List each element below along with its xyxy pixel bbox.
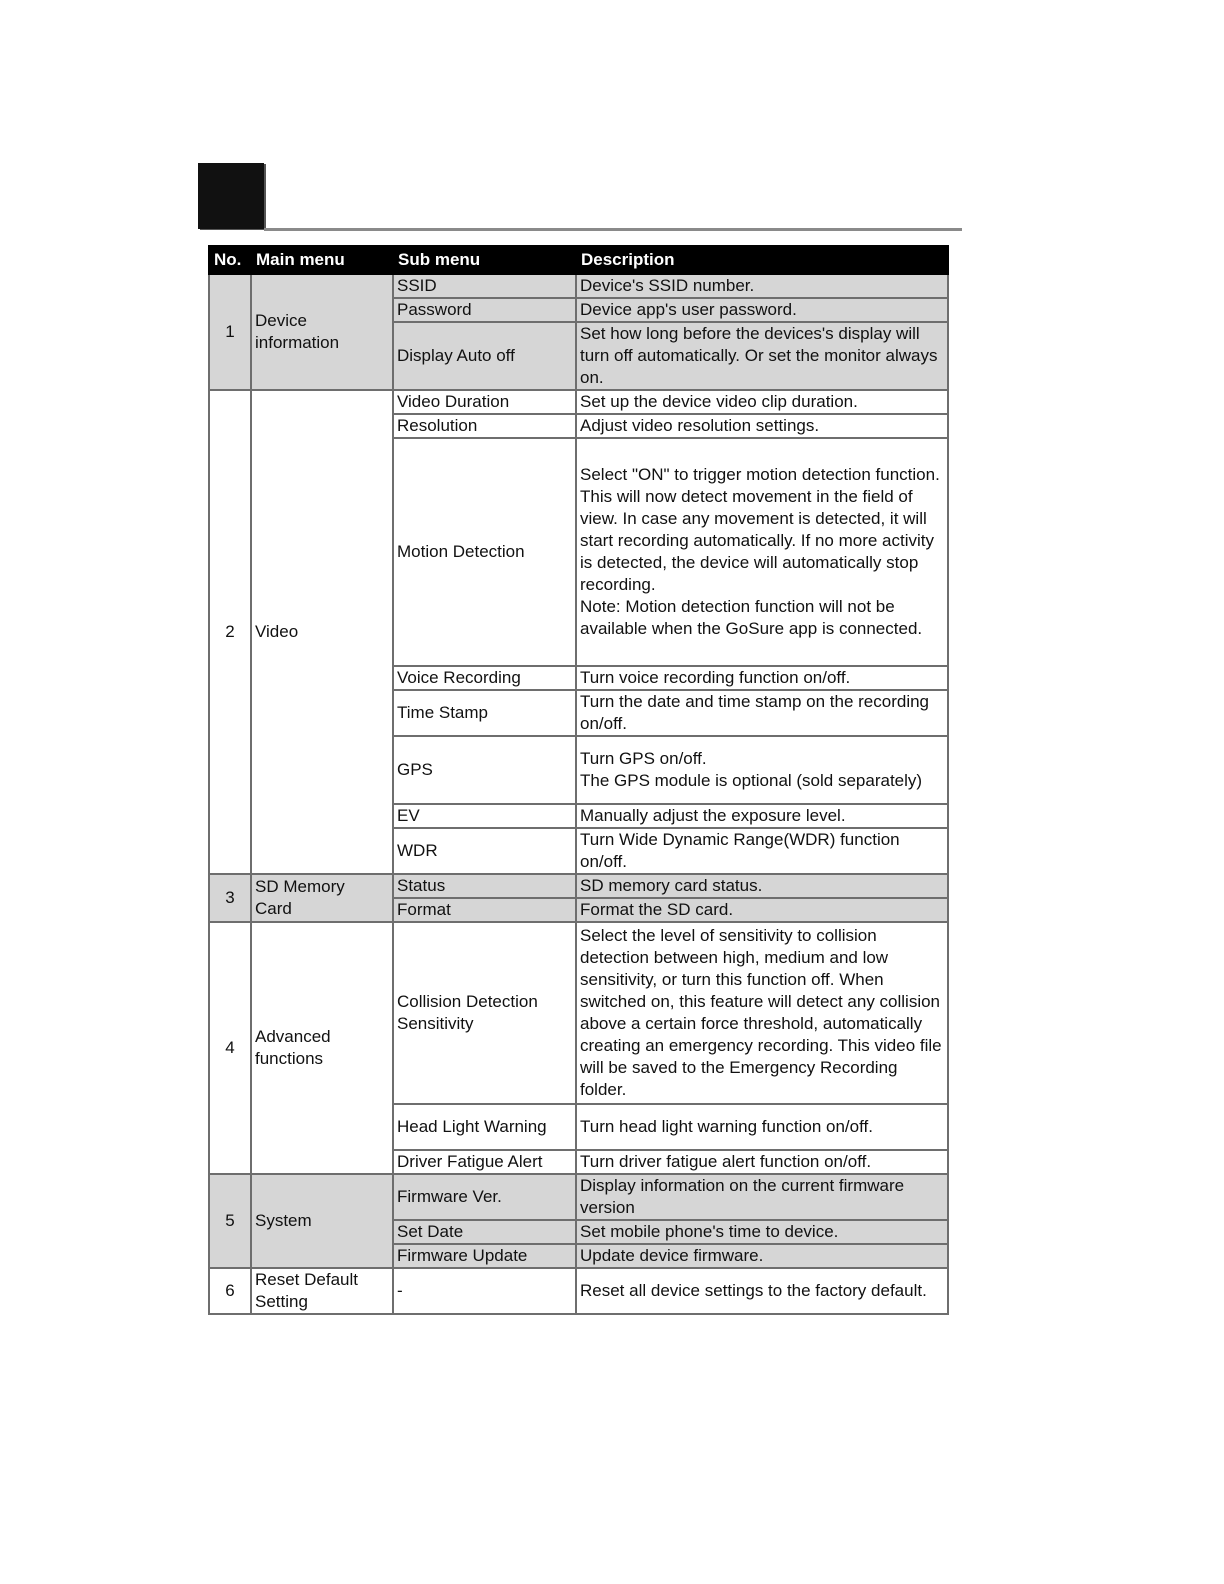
- main-menu-cell: Video: [251, 390, 393, 874]
- description-cell: Turn Wide Dynamic Range(WDR) function on/off.: [576, 828, 948, 874]
- table-header-row: [209, 246, 948, 274]
- main-menu-cell: SD Memory Card: [251, 874, 393, 922]
- sub-menu-cell: WDR: [393, 828, 576, 874]
- menu-number: 6: [209, 1268, 251, 1314]
- sub-menu-cell: Resolution: [393, 414, 576, 438]
- description-cell: Select the level of sensitivity to collision detection between high, medium and low sensitivity, or turn this function off. When switched on, this feature will detect any collision above a certain force threshold, automatically creating an emergency recording. This video file will be saved to the Emergency Recording folder.: [576, 922, 948, 1104]
- sub-menu-cell: Password: [393, 298, 576, 322]
- header-no: No.: [209, 246, 251, 274]
- sub-menu-cell: Time Stamp: [393, 690, 576, 736]
- table-row: [209, 390, 948, 414]
- main-menu-cell: System: [251, 1174, 393, 1268]
- description-cell: Adjust video resolution settings.: [576, 414, 948, 438]
- sub-menu-cell: Head Light Warning: [393, 1104, 576, 1150]
- description-cell: Turn voice recording function on/off.: [576, 666, 948, 690]
- header-main-menu: Main menu: [251, 246, 393, 274]
- description-cell: Manually adjust the exposure level.: [576, 804, 948, 828]
- sub-menu-cell: GPS: [393, 736, 576, 804]
- header-sub-menu: Sub menu: [393, 246, 576, 274]
- table-row: [209, 274, 948, 298]
- table-row: [209, 1174, 948, 1220]
- table-row: [209, 874, 948, 898]
- description-cell: Set how long before the devices's display will turn off automatically. Or set the monitor always on.: [576, 322, 948, 390]
- sub-menu-cell: Set Date: [393, 1220, 576, 1244]
- section-header-rule: [264, 228, 962, 231]
- sub-menu-cell: Status: [393, 874, 576, 898]
- menu-number: 4: [209, 922, 251, 1174]
- sub-menu-cell: Driver Fatigue Alert: [393, 1150, 576, 1174]
- description-cell: Set mobile phone's time to device.: [576, 1220, 948, 1244]
- menu-number: 2: [209, 390, 251, 874]
- main-menu-cell: Reset Default Setting: [251, 1268, 393, 1314]
- sub-menu-cell: Format: [393, 898, 576, 922]
- table-row: [209, 922, 948, 1104]
- sub-menu-cell: Motion Detection: [393, 438, 576, 666]
- main-menu-cell: Advanced functions: [251, 922, 393, 1174]
- description-cell: Device app's user password.: [576, 298, 948, 322]
- description-cell: Turn driver fatigue alert function on/off.: [576, 1150, 948, 1174]
- description-cell: Select "ON" to trigger motion detection function. This will now detect movement in the field of view. In case any movement is detected, it will start recording automatically. If no more activity is detected, the device will automatically stop recording. Note: Motion detection function will not be available when the GoSure app is connected.: [576, 438, 948, 666]
- sub-menu-cell: SSID: [393, 274, 576, 298]
- description-cell: Device's SSID number.: [576, 274, 948, 298]
- menu-number: 5: [209, 1174, 251, 1268]
- sub-menu-cell: -: [393, 1268, 576, 1314]
- main-menu-cell: Device information: [251, 274, 393, 390]
- sub-menu-cell: Voice Recording: [393, 666, 576, 690]
- header-description: Description: [576, 246, 948, 274]
- table-body: [209, 274, 948, 1314]
- sub-menu-cell: Collision Detection Sensitivity: [393, 922, 576, 1104]
- description-cell: Turn head light warning function on/off.: [576, 1104, 948, 1150]
- sub-menu-cell: Firmware Update: [393, 1244, 576, 1268]
- description-cell: Turn GPS on/off. The GPS module is optional (sold separately): [576, 736, 948, 804]
- description-cell: Set up the device video clip duration.: [576, 390, 948, 414]
- description-cell: Turn the date and time stamp on the recording on/off.: [576, 690, 948, 736]
- menu-number: 3: [209, 874, 251, 922]
- description-cell: Format the SD card.: [576, 898, 948, 922]
- sub-menu-cell: Firmware Ver.: [393, 1174, 576, 1220]
- sub-menu-cell: Video Duration: [393, 390, 576, 414]
- sub-menu-cell: EV: [393, 804, 576, 828]
- table-row: [209, 1268, 948, 1314]
- section-marker-block: [198, 163, 264, 229]
- description-cell: Update device firmware.: [576, 1244, 948, 1268]
- description-cell: Reset all device settings to the factory default.: [576, 1268, 948, 1314]
- menu-number: 1: [209, 274, 251, 390]
- description-cell: Display information on the current firmware version: [576, 1174, 948, 1220]
- sub-menu-cell: Display Auto off: [393, 322, 576, 390]
- description-cell: SD memory card status.: [576, 874, 948, 898]
- menu-settings-table: [208, 245, 949, 1315]
